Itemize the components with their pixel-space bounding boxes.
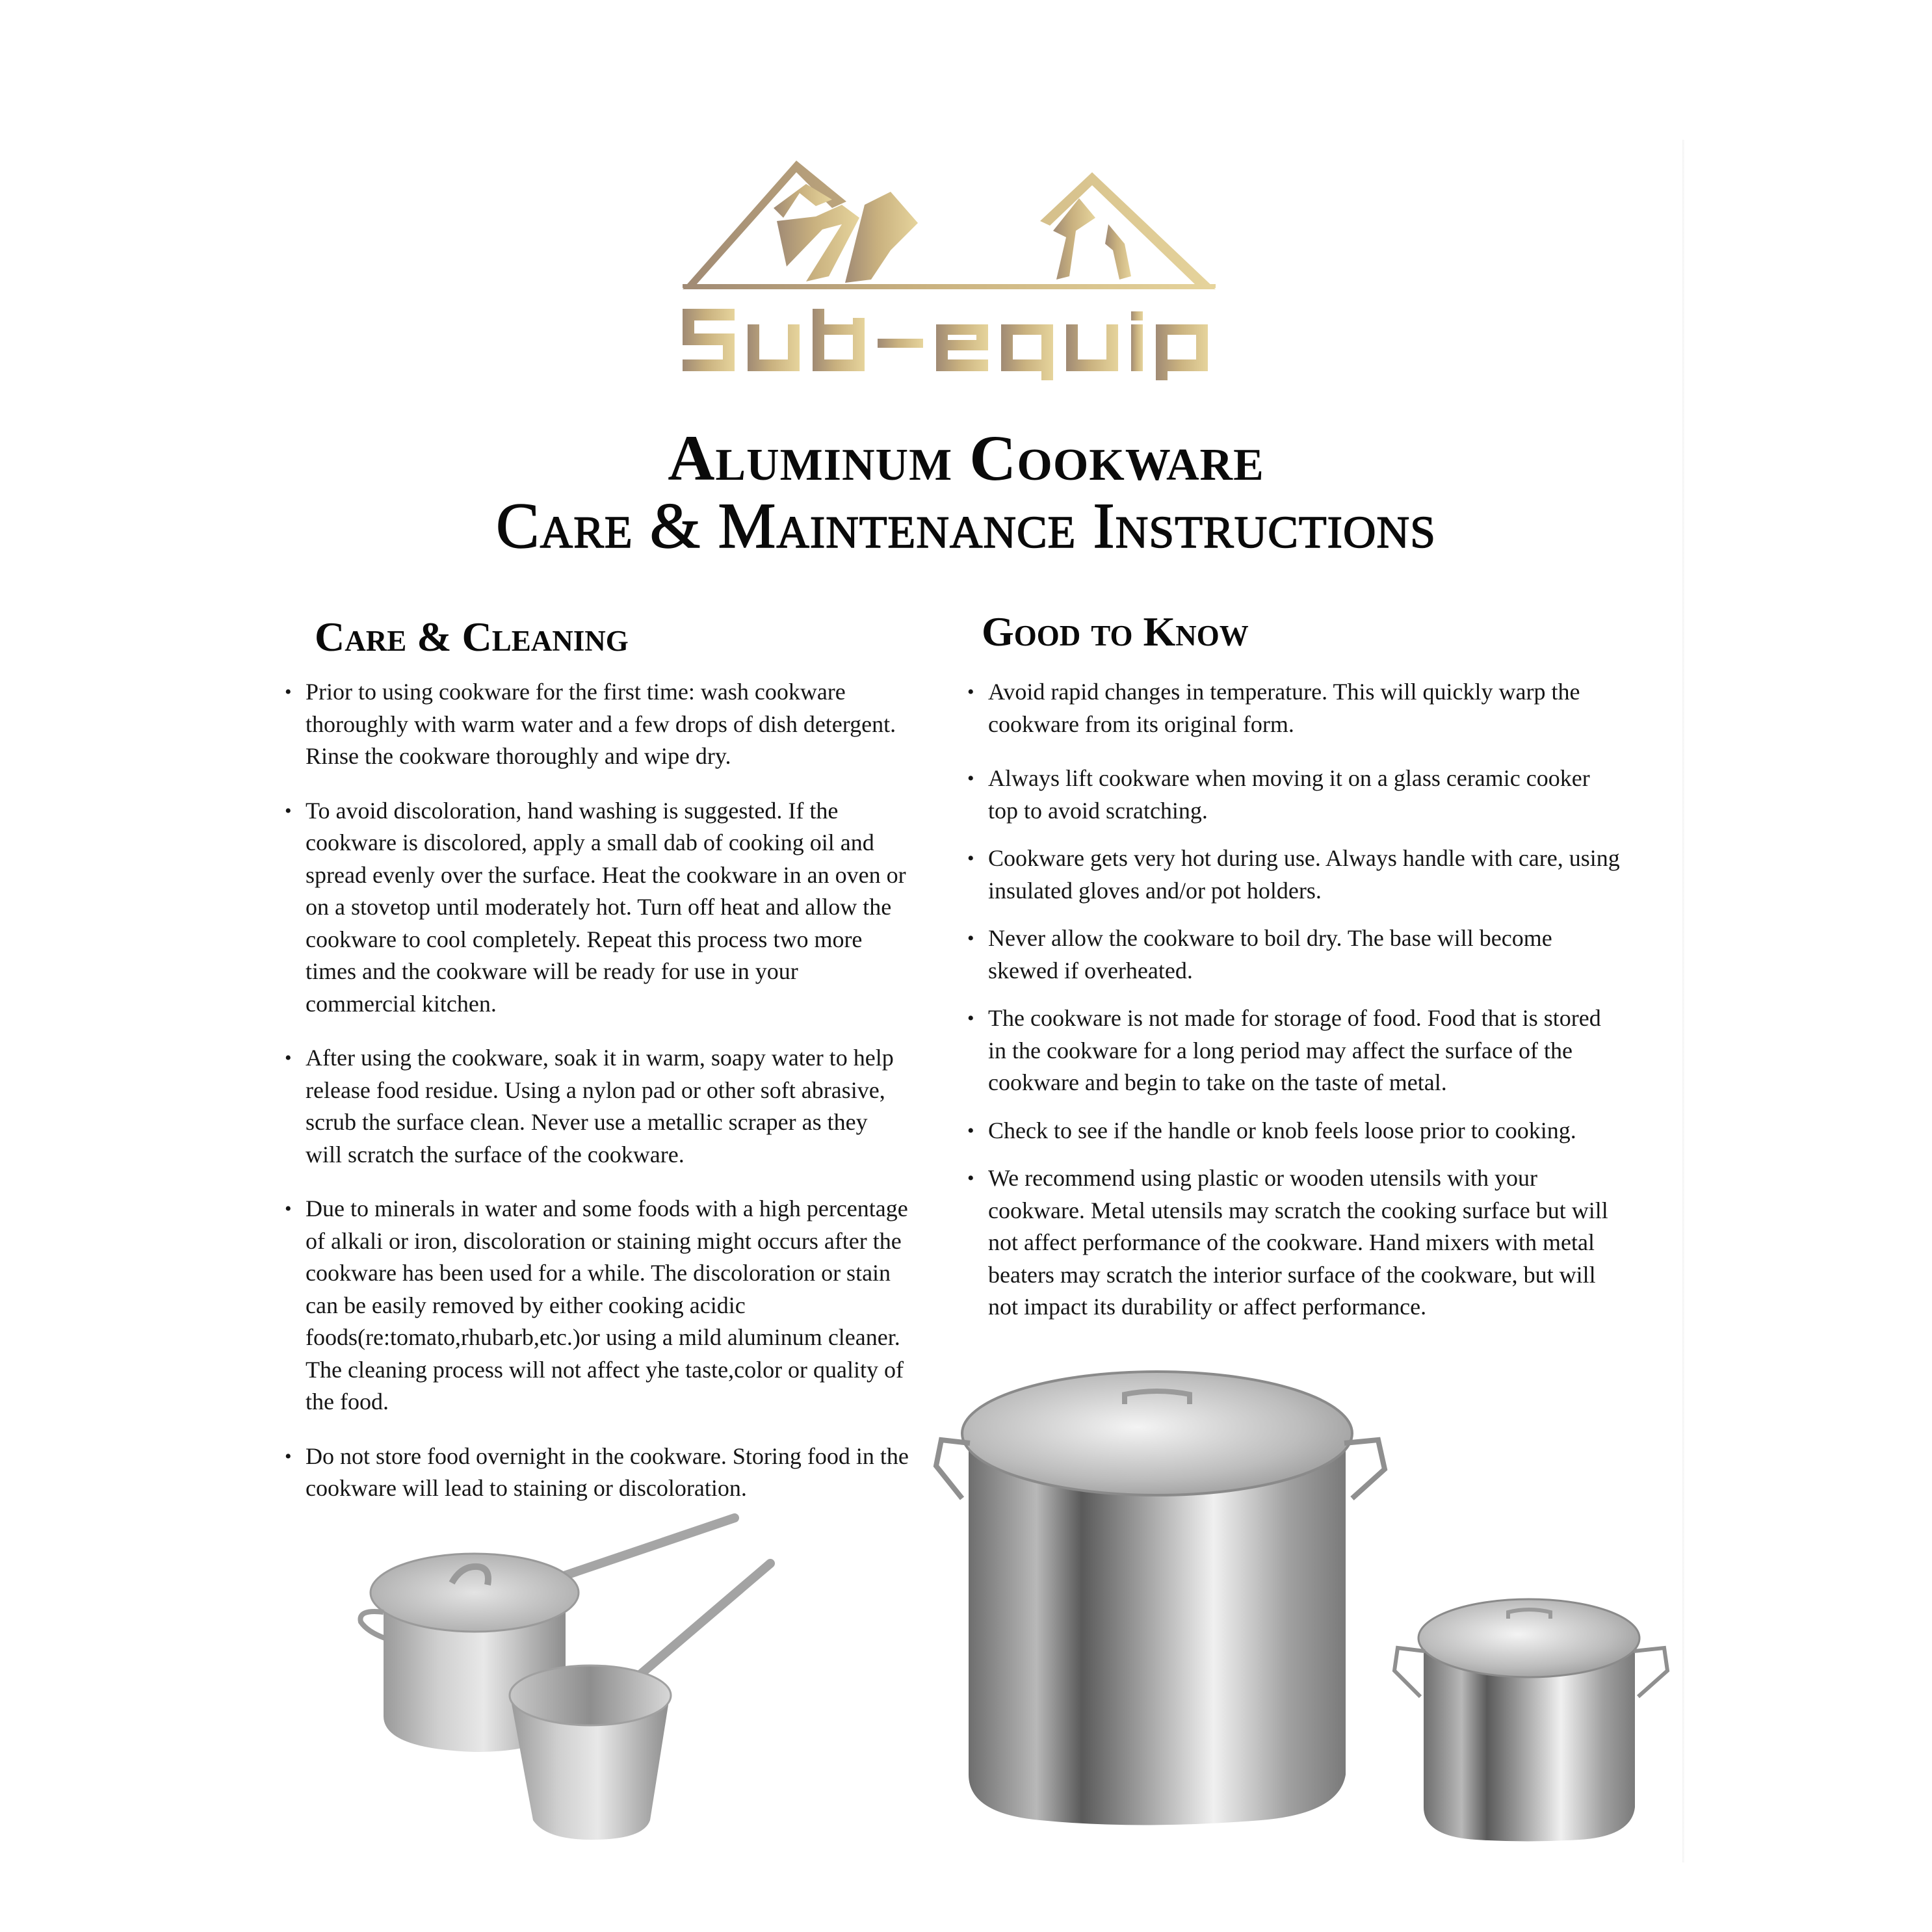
care-item: • To avoid discoloration, hand washing is suggested. If the cookware is discolored, apply a small dab of cooking oil and spread evenly over the surface. Heat the cookware in an oven or on a stovetop until moderately hot. Turn off heat and allow the cookware to cool completely. Repeat this process two more times and the cookware will be ready for use in your commercial kitchen. [285,795,909,1021]
tip-item: • We recommend using plastic or wooden utensils with your cookware. Metal utensils may scratch the cooking surface but will not affect performance of the cookware. Hand mixers with metal beaters may scratch the interior surface of the cookware, but will not impact its durability or affect performance. [967,1162,1624,1324]
tip-item: • Check to see if the handle or knob feels loose prior to cooking. [967,1115,1624,1147]
stock-pots-photo [923,1359,1690,1859]
care-cleaning-heading: Care & Cleaning [315,614,629,660]
care-item: • Prior to using cookware for the first time: wash cookware thoroughly with warm water and a few drops of dish detergent. Rinse the cookware thoroughly and wipe dry. [285,676,909,773]
brand-logo [676,146,1235,380]
sauce-pans-icon [338,1502,845,1859]
sauce-pans-photo [338,1502,845,1859]
good-to-know-heading: Good to Know [982,608,1249,655]
care-item: • After using the cookware, soak it in warm, soapy water to help release food residue. Using a nylon pad or other soft abrasive, scrub the surface clean. Never use a metallic scraper as they will scratch the surface of the cookware. [285,1042,909,1171]
title-line-2: Care & Maintenance Instructions [495,490,1436,562]
care-cleaning-list [285,676,909,1527]
page-title [0,422,1932,562]
care-item: • Due to minerals in water and some foods with a high percentage of alkali or iron, discoloration or staining might occurs after the cookware has been used for a while. The discoloration or stain can be easily removed by either cooking acidic foods(re:tomato,rhubarb,etc.)or using a mild aluminum cleaner. The cleaning process will not affect yhe taste,color or quality of the food. [285,1193,909,1418]
mountain-peaks-logo-icon [676,146,1235,380]
tip-item: • Always lift cookware when moving it on a glass ceramic cooker top to avoid scratching. [967,763,1624,827]
title-line-1: Aluminum Cookware [668,422,1264,494]
stock-pots-icon [923,1359,1690,1859]
tip-item: • The cookware is not made for storage of food. Food that is stored in the cookware for a long period may affect the surface of the cookware and begin to take on the taste of metal. [967,1002,1624,1099]
tip-item: • Never allow the cookware to boil dry. The base will become skewed if overheated. [967,922,1624,987]
tip-item: • Cookware gets very hot during use. Always handle with care, using insulated gloves and/or pot holders. [967,842,1624,907]
good-to-know-list [967,676,1624,1339]
tip-item: • Avoid rapid changes in temperature. This will quickly warp the cookware from its original form. [967,676,1624,740]
care-item: • Do not store food overnight in the cookware. Storing food in the cookware will lead to staining or discoloration. [285,1441,909,1505]
